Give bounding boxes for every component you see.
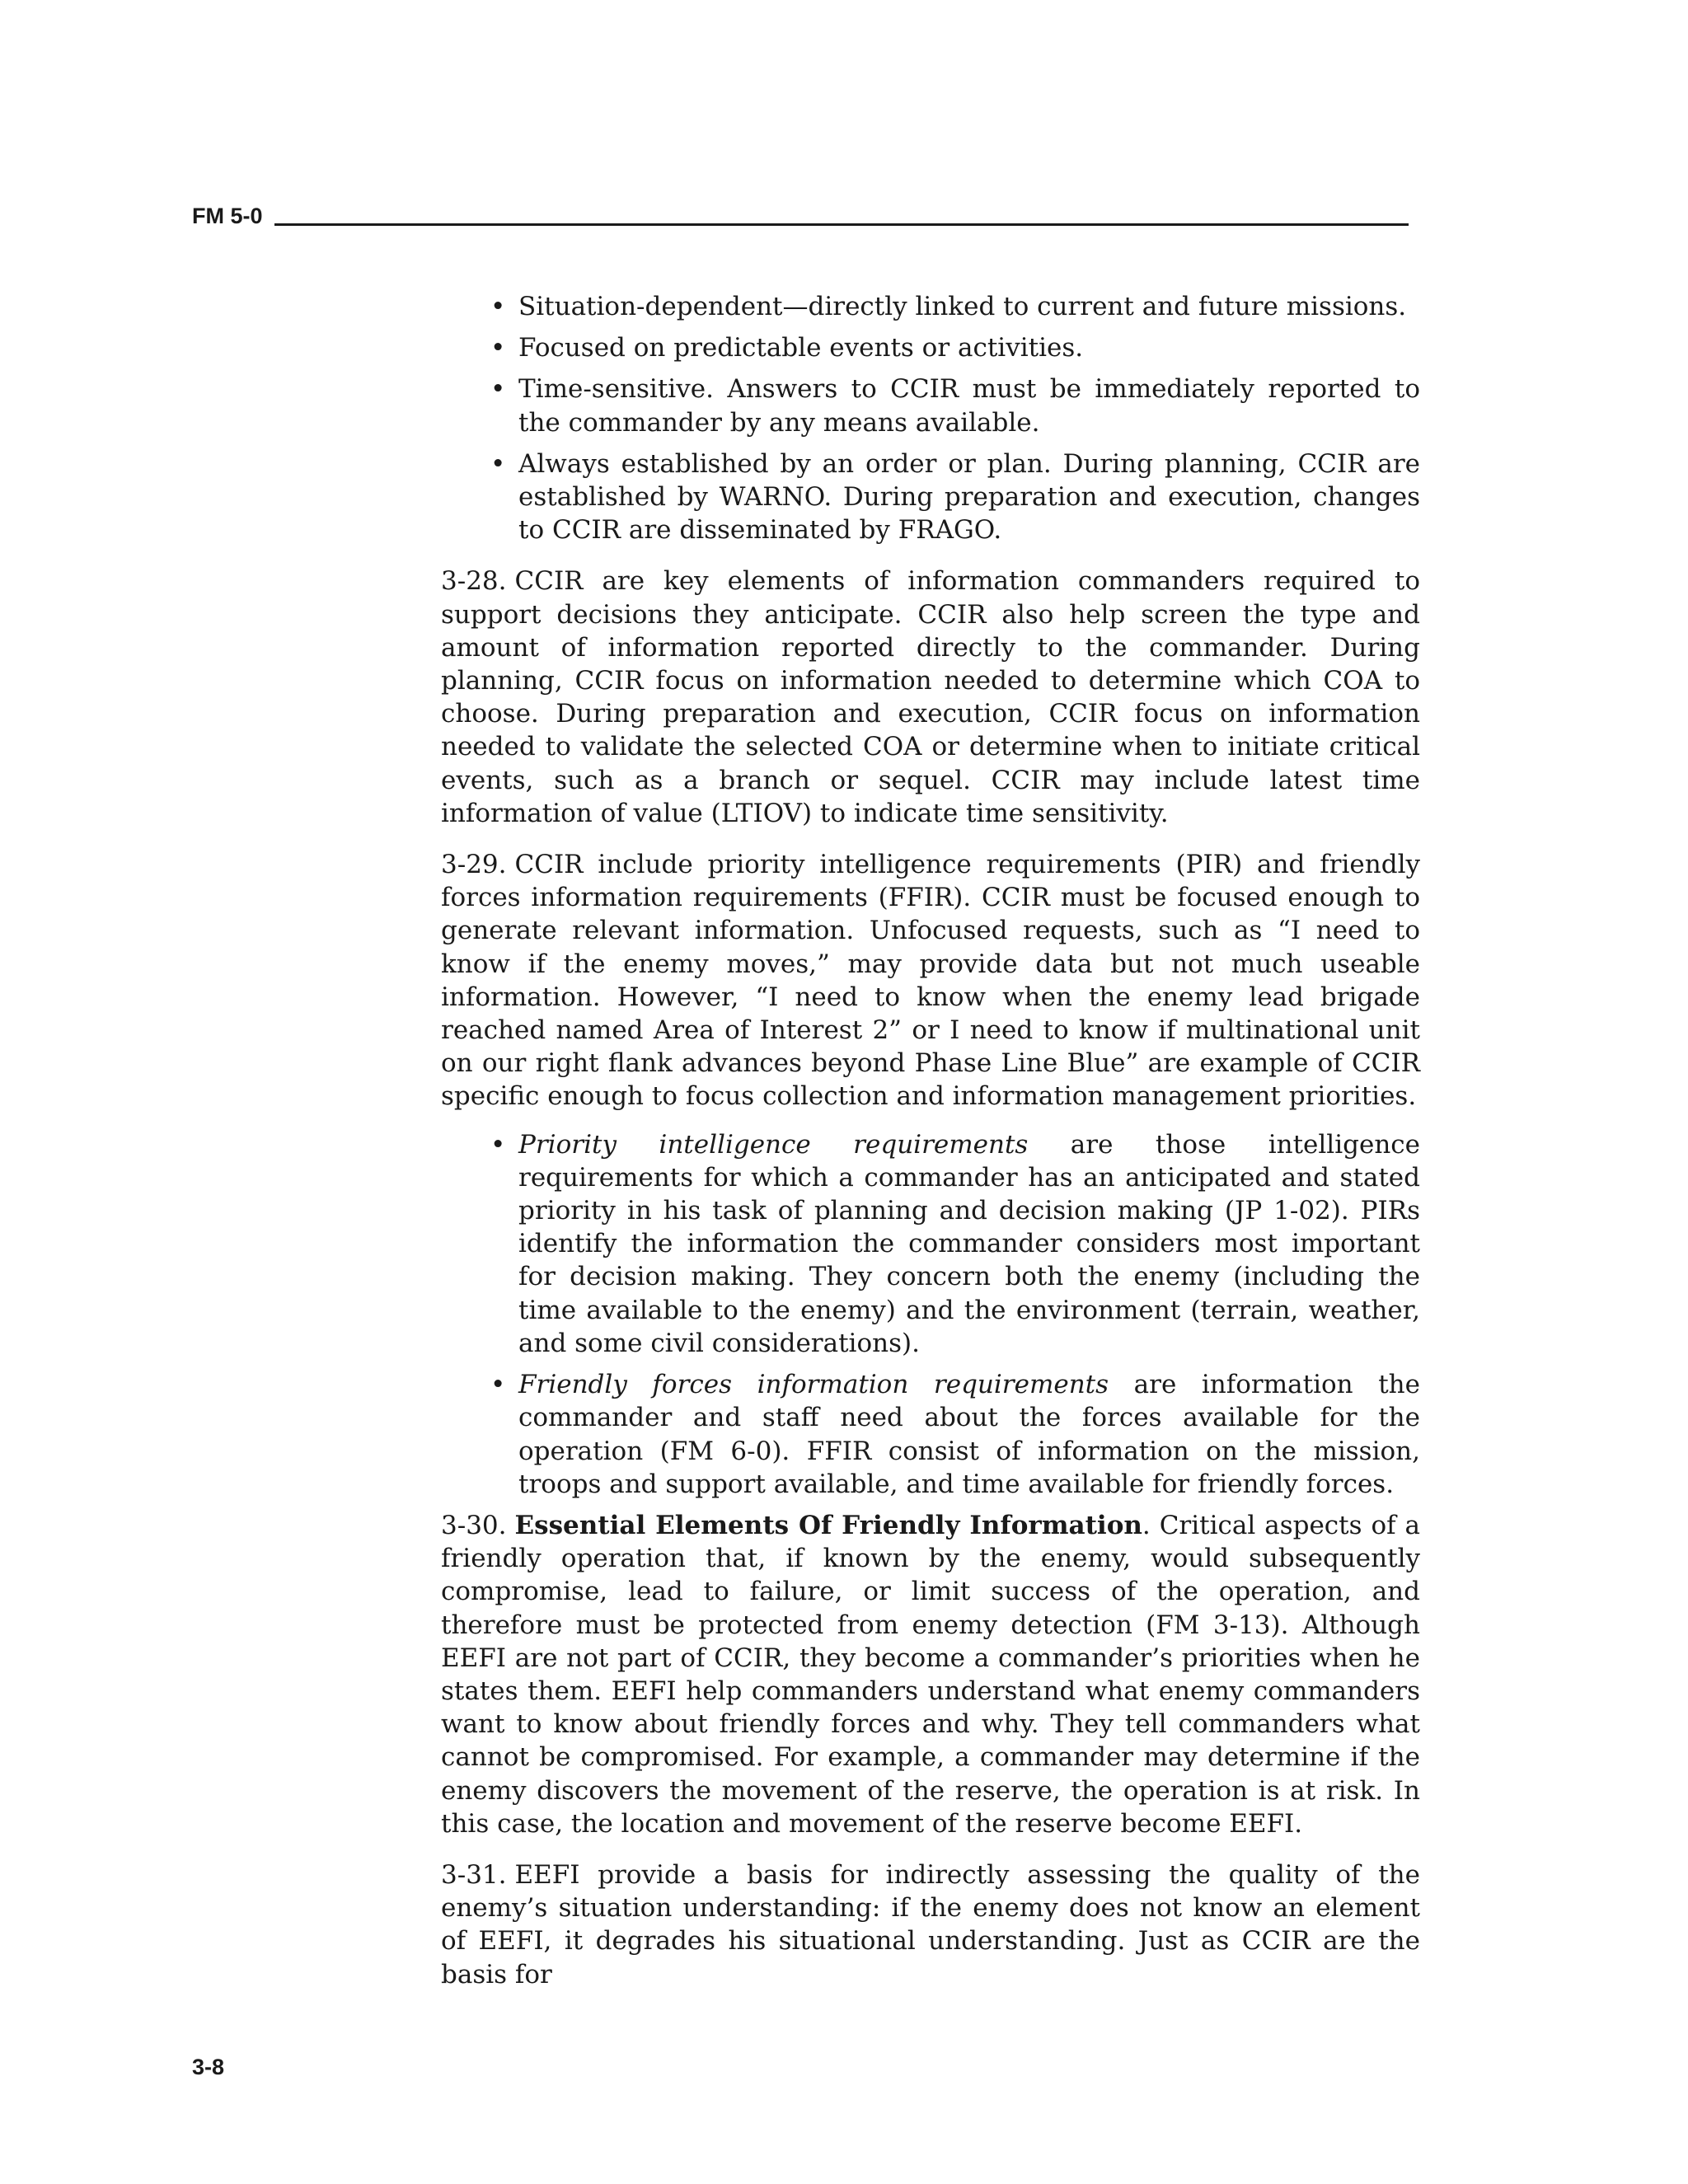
manual-id: FM 5-0 [192,204,263,228]
definition: are information the commander and staff need about the forces available for the operation (FM 6-0). FFIR consist of information on the mission, troops and support available, and time available for friendly forces. [518,1370,1420,1499]
paragraph-3-28 [441,565,1420,830]
list-item: • Focused on predictable events or activities. [518,331,1420,364]
paragraph-number: 3-29. [441,850,507,880]
paragraph-heading: Essential Elements Of Friendly Information [514,1510,1142,1540]
paragraph-text: EEFI provide a basis for indirectly assessing the quality of the enemy’s situation understanding: if the enemy does not know an element of EEFI, it degrades his situational understanding. Just as CCIR are the basis for [441,1859,1420,1990]
running-header [192,201,1409,227]
list-item [518,1128,1420,1360]
definition: are those intelligence requirements for which a commander has an anticipated and stated priority in his task of planning and decision making (JP 1-02). PIRs identify the information the commander considers most important for decision making. They concern both the enemy (including the time available to the enemy) and the environment (terrain, weather, and some civil considerations). [518,1129,1420,1358]
term: Priority intelligence requirements [518,1129,1029,1160]
header-rule [274,223,1409,226]
paragraph-number: 3-28. [441,566,507,597]
page-number: 3-8 [192,2055,225,2079]
paragraph-number: 3-31. [441,1859,507,1890]
paragraph-text: CCIR include priority intelligence requirements (PIR) and friendly forces information requirements (FFIR). CCIR must be focused enough to generate relevant information. Unfocused requests, such as “I need to know if the enemy moves,” may provide data but not much useable information. However, “I need to know when the enemy lead brigade reached named Area of Interest 2” or I need to know if multinational unit on our right flank advances beyond Phase Line Blue” are example of CCIR specific enough to focus collection and information management priorities. [441,850,1420,1112]
page-body [441,290,1420,1991]
ccir-components-list [441,1128,1420,1501]
term: Friendly forces information requirements [518,1370,1109,1400]
paragraph-3-31 [441,1858,1420,1991]
list-item: • Situation-dependent—directly linked to current and future missions. [518,290,1420,323]
paragraph-text: CCIR are key elements of information commanders required to support decisions they anticipate. CCIR also help screen the type and amount of information reported directly to the commander. During planning, CCIR focus on information needed to determine which COA to choose. During preparation and execution, CCIR focus on information needed to validate the selected COA or determine when to initiate critical events, such as a branch or sequel. CCIR may include latest time information of value (LTIOV) to indicate time sensitivity. [441,566,1420,828]
paragraph-number: 3-30. [441,1510,507,1540]
list-item: • Time-sensitive. Answers to CCIR must be immediately reported to the commander by any means available. [518,373,1420,438]
paragraph-3-30 [441,1509,1420,1840]
paragraph-text: . Critical aspects of a friendly operation that, if known by the enemy, would subsequently compromise, lead to failure, or limit success of the operation, and therefore must be protected from enemy detection (FM 3-13). Although EEFI are not part of CCIR, they become a commander’s priorities when he states them. EEFI help commanders understand what enemy commanders want to know about friendly forces and why. They tell commanders what cannot be compromised. For example, a commander may determine if the enemy discovers the movement of the reserve, the operation is at risk. In this case, the location and movement of the reserve become EEFI. [441,1510,1421,1839]
paragraph-3-29 [441,848,1420,1113]
list-item: • Always established by an order or plan. During planning, CCIR are established by WARNO. During preparation and execution, changes to CCIR are disseminated by FRAGO. [518,448,1420,547]
ccir-characteristics-list [441,290,1420,546]
list-item [518,1368,1420,1501]
